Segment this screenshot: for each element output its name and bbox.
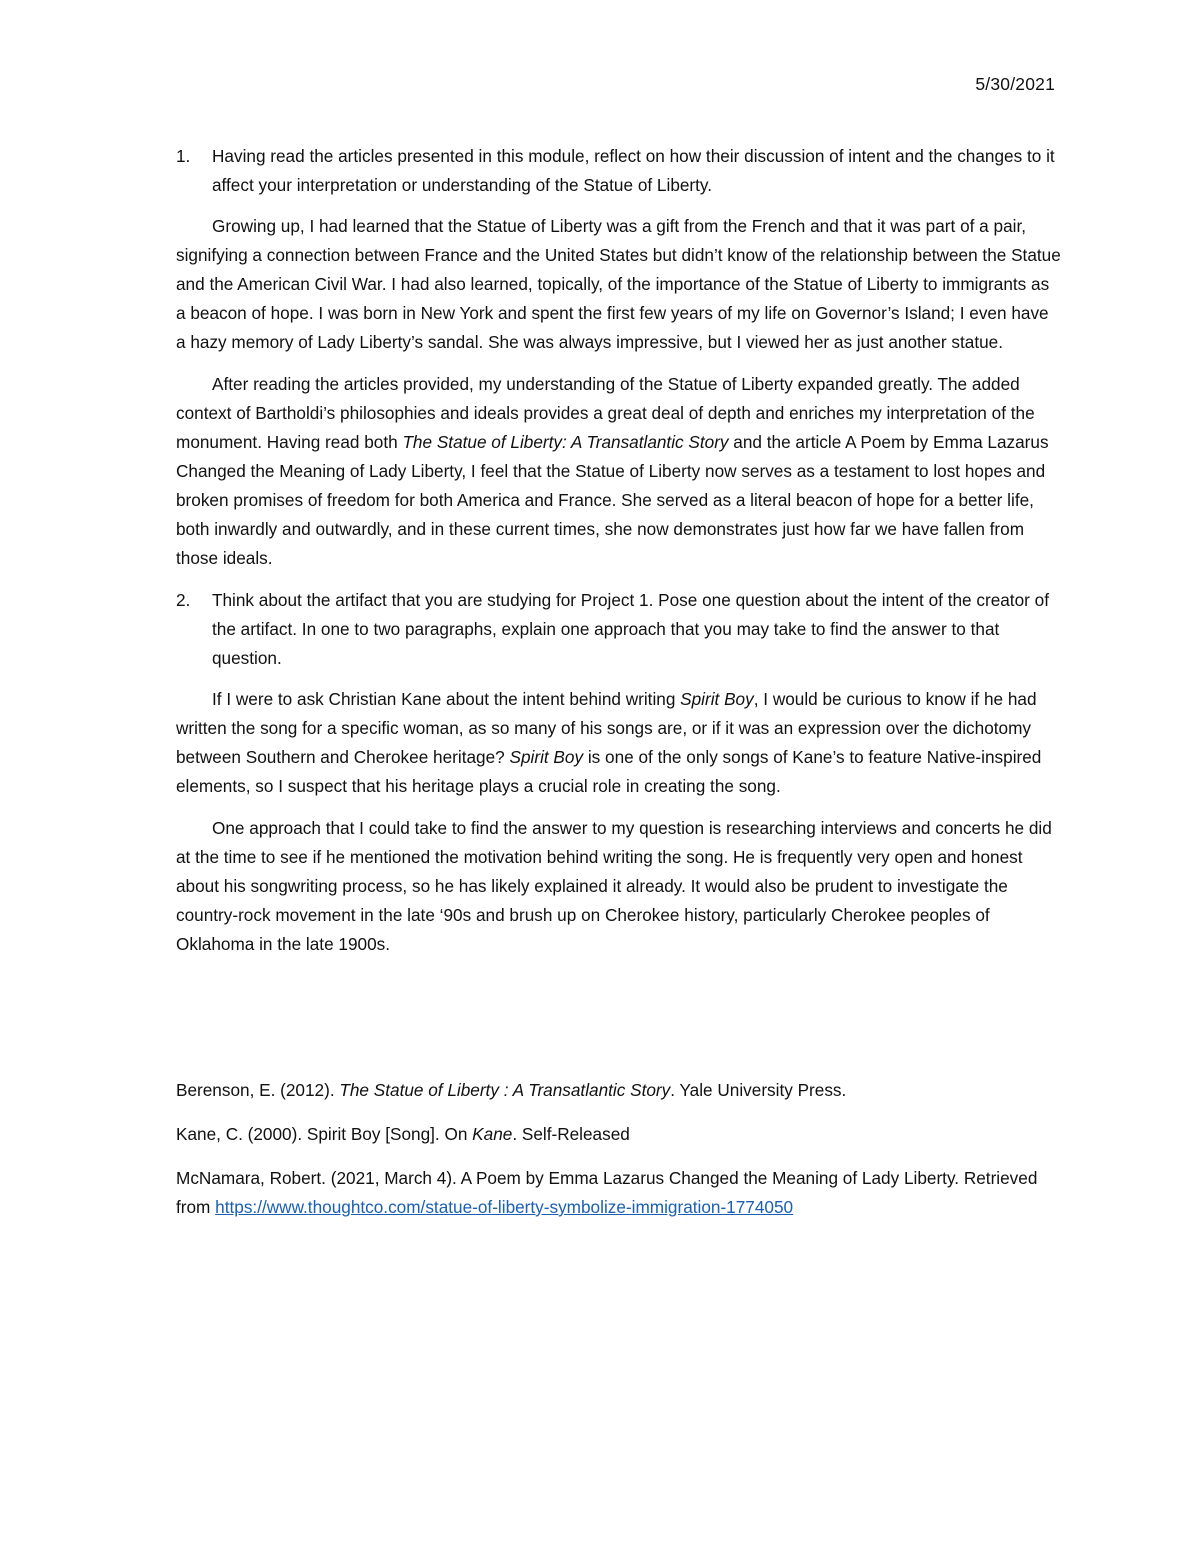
answer-2-paragraph-2-text: One approach that I could take to find the answer to my question is researching interviews and concerts he did at the time to see if he mentioned the motivation behind writing the song. He is frequently very open and honest about his songwriting process, so he has likely explained it already. It would also be prudent to investigate the country-rock movement in the late ‘90s and brush up on Cherokee history, particularly Cherokee peoples of Oklahoma in the late 1900s.	[176, 818, 1052, 954]
book-title-italic: The Statue of Liberty: A Transatlantic Story	[402, 432, 729, 452]
reference-1-text-a: Berenson, E. (2012).	[176, 1080, 340, 1100]
answer-2-paragraph-1-text-a: If I were to ask Christian Kane about the intent behind writing	[212, 689, 681, 709]
question-1	[176, 142, 1061, 200]
references-section	[176, 1076, 1061, 1237]
reference-1	[176, 1076, 1061, 1105]
song-title-italic-2: Spirit Boy	[509, 747, 584, 767]
reference-2	[176, 1120, 1061, 1149]
song-title-italic-1: Spirit Boy	[680, 689, 754, 709]
answer-1-paragraph-1	[176, 212, 1061, 357]
reference-2-text-b: . Self-Released	[512, 1124, 630, 1144]
question-1-text: Having read the articles presented in this module, reflect on how their discussion of intent and the changes to it affect your interpretation or understanding of the Statue of Liberty.	[212, 146, 1055, 195]
answer-1-paragraph-2-text-a: After reading the articles provided, my understanding of the Statue of Liberty expanded greatly. The added context of Bartholdi’s philosophies and ideals provides a great deal of depth and enriches my interpretation of the monument. Having read both	[176, 374, 1035, 452]
reference-2-text-a: Kane, C. (2000). Spirit Boy [Song]. On	[176, 1124, 473, 1144]
answer-1-paragraph-1-text: Growing up, I had learned that the Statue of Liberty was a gift from the French and that it was part of a pair, signifying a connection between France and the United States but didn’t know of the relationship between the Statue and the American Civil War. I had also learned, topically, of the importance of the Statue of Liberty to immigrants as a beacon of hope. I was born in New York and spent the first few years of my life on Governor’s Island; I even have a hazy memory of Lady Liberty’s sandal. She was always impressive, but I viewed her as just another statue.	[176, 216, 1061, 352]
answer-1-paragraph-2-text-b: and the article A Poem by Emma Lazarus Changed the Meaning of Lady Liberty, I feel that the Statue of Liberty now serves as a testament to lost hopes and broken promises of freedom for both America and France. She served as a literal beacon of hope for a better life, both inwardly and outwardly, and in these current times, she now demonstrates just how far we have fallen from those ideals.	[176, 432, 1049, 568]
reference-3	[176, 1164, 1061, 1222]
reference-3-text: McNamara, Robert. (2021, March 4). A Poem by Emma Lazarus Changed the Meaning of Lady Liberty. Retrieved from	[176, 1168, 1038, 1217]
document-body	[176, 142, 1061, 972]
question-2-number: 2.	[176, 590, 191, 610]
question-2-text: Think about the artifact that you are studying for Project 1. Pose one question about the intent of the creator of the artifact. In one to two paragraphs, explain one approach that you may take to find the answer to that question.	[212, 590, 1049, 668]
reference-1-text-b: . Yale University Press.	[670, 1080, 847, 1100]
answer-2-paragraph-1-text-b: , I would be curious to know if he had written the song for a specific woman, as so many of his songs are, or if it was an expression over the dichotomy between Southern and Cherokee heritage?	[176, 689, 1037, 767]
reference-1-title: The Statue of Liberty : A Transatlantic Story	[339, 1080, 671, 1100]
answer-2-paragraph-2	[176, 814, 1061, 959]
answer-2-paragraph-1	[176, 685, 1061, 801]
reference-3-link[interactable]: https://www.thoughtco.com/statue-of-liberty-symbolize-immigration-1774050	[215, 1197, 794, 1217]
question-1-number: 1.	[176, 146, 191, 166]
reference-2-album: Kane	[472, 1124, 513, 1144]
question-2	[176, 586, 1061, 673]
document-date: 5/30/2021	[975, 74, 1055, 94]
answer-1-paragraph-2	[176, 370, 1061, 573]
answer-2-paragraph-1-text-c: is one of the only songs of Kane’s to feature Native-inspired elements, so I suspect that his heritage plays a crucial role in creating the song.	[176, 747, 1042, 796]
